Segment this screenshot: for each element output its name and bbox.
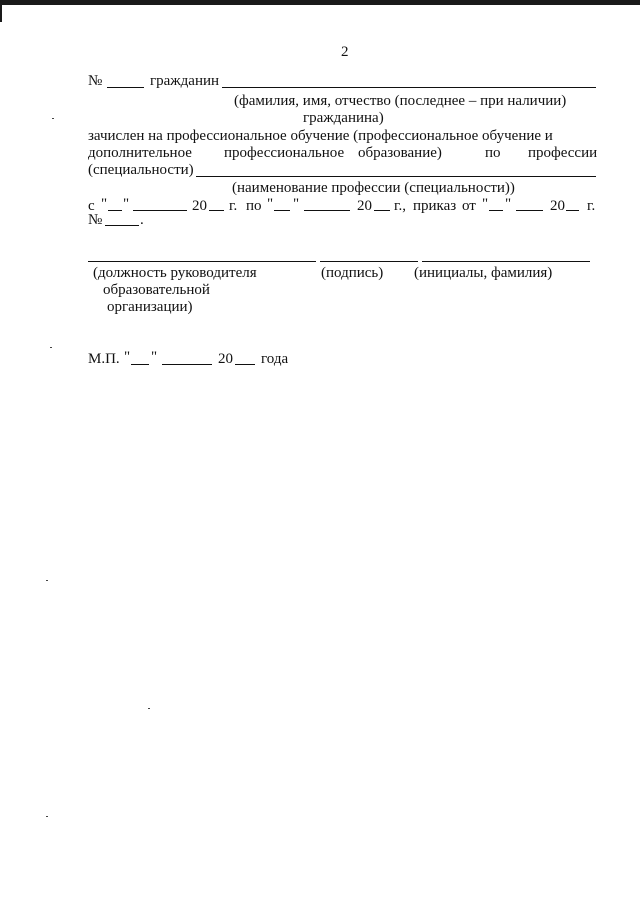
date-to-year-prefix: 20 [357,198,372,214]
position-caption-line1: (должность руководителя [93,265,257,281]
stamp-quote-open: " [124,349,131,365]
page-number: 2 [341,44,349,60]
date-from-quote-close: " [123,196,130,212]
date-to-day-field[interactable] [274,210,290,211]
order-year-suffix: г. [587,198,596,214]
profession-caption: (наименование профессии (специальности)) [232,180,515,196]
order-number-sign: № [88,212,103,228]
stamp-place-label: М.П. [88,351,120,367]
scan-speck [52,118,54,119]
initials-signature-line[interactable] [422,261,590,262]
date-from-year-field[interactable] [209,210,224,211]
order-year-field[interactable] [566,210,579,211]
order-date-label: от [462,198,476,214]
date-to-label: по [246,198,262,214]
stamp-day-field[interactable] [131,364,149,365]
enrolled-word-by: по [485,145,501,161]
scan-top-border [0,0,640,5]
date-from-label: с [88,198,95,214]
date-from-month-field[interactable] [133,210,187,211]
date-to-year-field[interactable] [374,210,390,211]
enrolled-word-profession: профессии [528,145,598,161]
signature-line[interactable] [320,261,418,262]
scan-speck [148,708,150,709]
date-from-year-suffix: г. [229,198,238,214]
date-from-year-prefix: 20 [192,198,207,214]
position-caption-line2: образовательной [103,282,210,298]
order-quote-close: " [505,196,512,212]
position-signature-line[interactable] [88,261,316,262]
scan-speck [46,816,48,817]
order-number-period: . [140,212,144,228]
enrolled-word-additional: дополнительное [88,145,192,161]
date-to-month-field[interactable] [304,210,350,211]
date-from-day-field[interactable] [108,210,122,211]
stamp-year-suffix: года [261,351,289,367]
profession-field[interactable] [196,176,596,177]
enrolled-word-education: образование) [358,145,442,161]
order-quote-open: " [482,196,489,212]
stamp-year-prefix: 20 [218,351,233,367]
date-to-quote-open: " [267,196,274,212]
name-caption-line2: гражданина) [303,110,384,126]
scan-left-mark [0,0,2,22]
date-to-quote-close: " [293,196,300,212]
order-month-field[interactable] [516,210,543,211]
stamp-month-field[interactable] [162,364,212,365]
name-caption-line1: (фамилия, имя, отчество (последнее – при наличии) [234,93,567,109]
citizen-name-field[interactable] [222,87,596,88]
stamp-quote-close: " [151,349,158,365]
certificate-number-field[interactable] [107,87,144,88]
scan-speck [46,580,48,581]
stamp-year-field[interactable] [235,364,255,365]
enrolled-word-professional: профессиональное [224,145,345,161]
order-number-field[interactable] [105,225,139,226]
enrolled-line1: зачислен на профессиональное обучение (профессиональное обучение и [88,128,553,144]
position-caption-line3: организации) [107,299,193,315]
citizen-label: гражданин [150,73,220,89]
date-from-quote-open: " [101,196,108,212]
number-sign: № [88,73,103,89]
order-day-field[interactable] [489,210,503,211]
order-year-prefix: 20 [550,198,565,214]
enrolled-specialty-label: (специальности) [88,162,194,178]
order-label: приказ [413,198,457,214]
date-to-year-suffix: г., [394,198,406,214]
signature-caption: (подпись) [321,265,384,281]
initials-caption: (инициалы, фамилия) [414,265,553,281]
scan-speck [50,347,52,348]
